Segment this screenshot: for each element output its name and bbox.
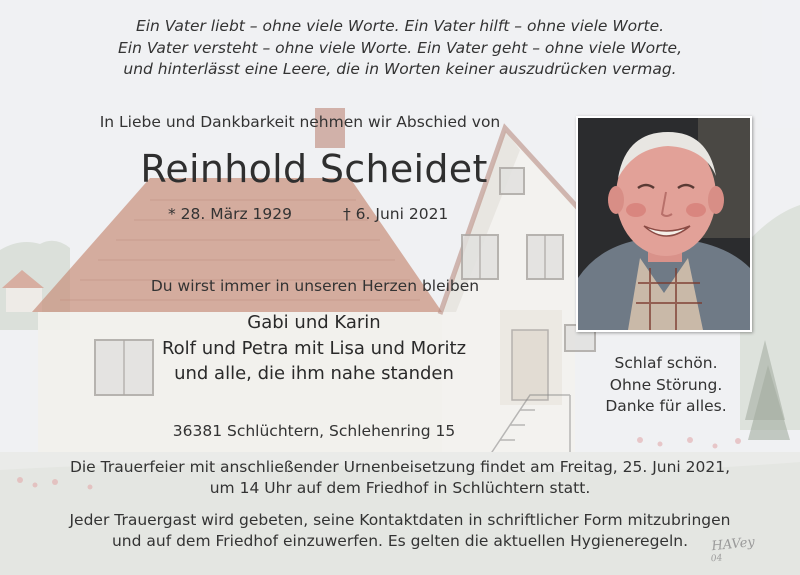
family-address: 36381 Schlüchtern, Schlehenring 15 bbox=[172, 422, 456, 440]
poem-line: Ein Vater liebt – ohne viele Worte. Ein Vater hilft – ohne viele Worte. bbox=[135, 17, 665, 35]
death-date: † 6. Juni 2021 bbox=[343, 205, 449, 223]
motto: Du wirst immer in unseren Herzen bleiben bbox=[150, 277, 480, 295]
deceased-name: Reinhold Scheidet bbox=[140, 147, 488, 191]
funeral-service-info bbox=[0, 457, 800, 499]
mourner-line: und alle, die ihm nahe standen bbox=[174, 363, 454, 384]
mourner-line: Gabi und Karin bbox=[247, 312, 381, 333]
poem bbox=[0, 16, 800, 81]
mourners-list bbox=[0, 310, 628, 387]
mourner-line: Rolf und Petra mit Lisa und Moritz bbox=[161, 337, 467, 359]
farewell-line: Danke für alles. bbox=[605, 397, 727, 415]
artist-signature-name: HAVey bbox=[710, 534, 756, 555]
hygiene-notice bbox=[0, 510, 800, 555]
artist-signature-year: 04 bbox=[710, 553, 723, 565]
artist-signature bbox=[711, 535, 757, 564]
service-line: um 14 Uhr auf dem Friedhof in Schlüchtern statt. bbox=[209, 479, 591, 497]
farewell-text bbox=[578, 353, 754, 418]
farewell-line: Ohne Störung. bbox=[609, 375, 723, 394]
notice-line: und auf dem Friedhof einzuwerfen. Es gelten die aktuellen Hygieneregeln. bbox=[111, 532, 689, 550]
service-line: Die Trauerfeier mit anschließender Urnenbeisetzung findet am Freitag, 25. Juni 2021, bbox=[69, 458, 731, 476]
portrait-image bbox=[578, 118, 750, 330]
birth-date: * 28. März 1929 bbox=[168, 205, 293, 223]
notice-line: Jeder Trauergast wird gebeten, seine Kontaktdaten in schriftlicher Form mitzubringen bbox=[69, 511, 731, 529]
farewell-line: Schlaf schön. bbox=[614, 354, 718, 372]
intro-text: In Liebe und Dankbarkeit nehmen wir Abschied von bbox=[99, 113, 501, 131]
poem-line: und hinterlässt eine Leere, die in Worten keiner auszudrücken vermag. bbox=[123, 60, 677, 78]
portrait-photo bbox=[576, 116, 752, 332]
poem-line: Ein Vater versteht – ohne viele Worte. Ein Vater geht – ohne viele Worte, bbox=[117, 38, 683, 57]
